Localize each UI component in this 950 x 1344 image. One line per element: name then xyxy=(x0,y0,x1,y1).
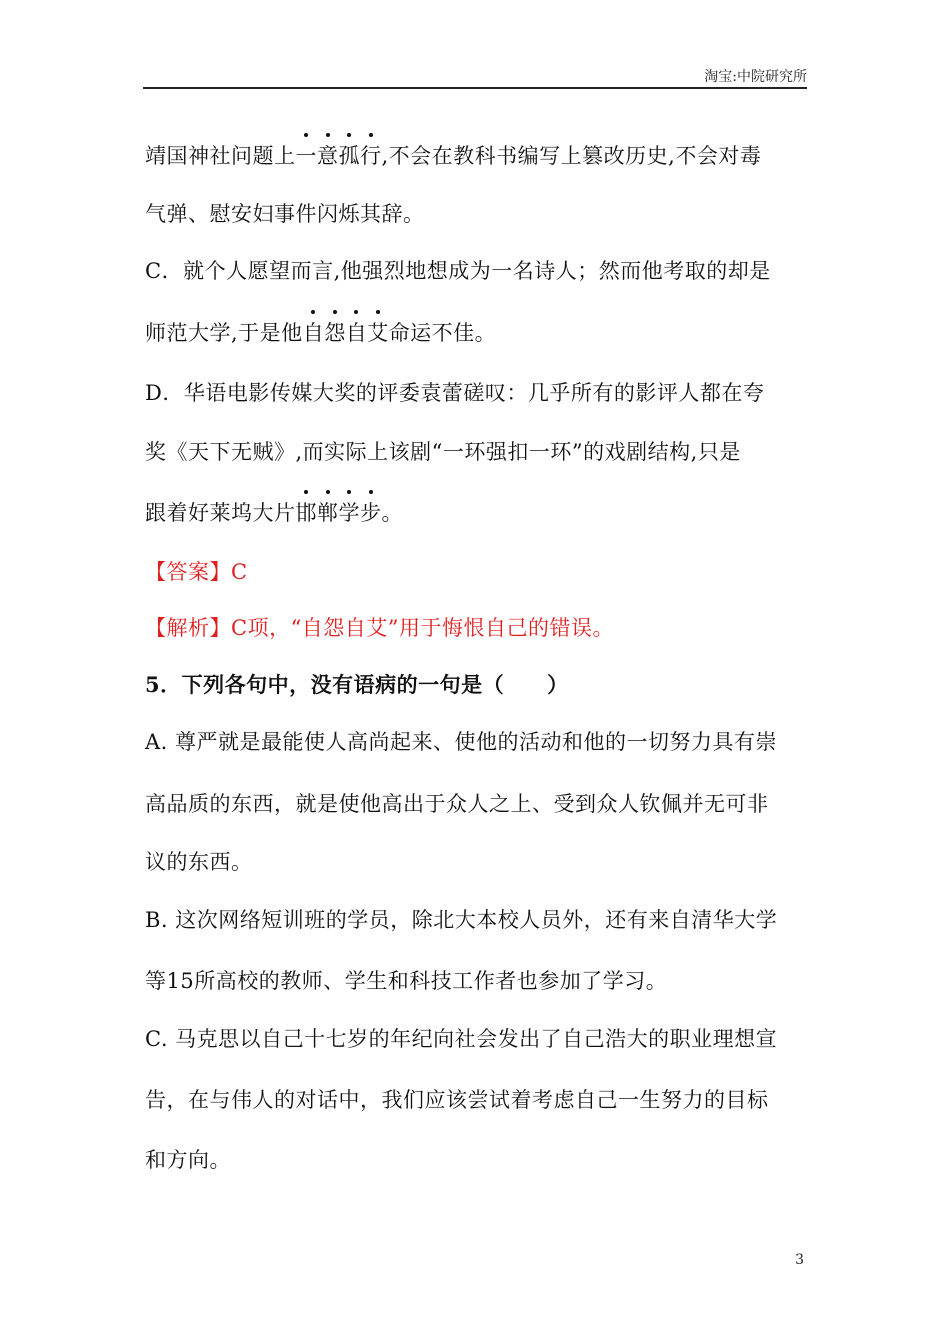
emphasis-char: 一 xyxy=(296,141,318,171)
header-divider xyxy=(143,87,807,89)
analysis-line: 【解析】C项，“自怨自艾”用于悔恨自己的错误。 xyxy=(145,616,615,640)
emphasis-char: 自 xyxy=(346,318,368,348)
option-b-line-2: 等15所高校的教师、学生和科技工作者也参加了学习。 xyxy=(145,969,668,993)
emphasis-char: 步 xyxy=(360,498,382,528)
emphasis-char: 邯 xyxy=(296,498,318,528)
text-line-1 xyxy=(145,141,761,171)
answer-line: 【答案】C xyxy=(145,560,248,584)
text-segment: ,不会在教科书编写上篡改历史,不会对毒 xyxy=(381,144,762,168)
emphasis-char: 孤 xyxy=(339,141,361,171)
option-a-line-1: A. 尊严就是最能使人高尚起来、使他的活动和他的一切努力具有崇 xyxy=(145,730,778,754)
question-5-title: 5．下列各句中，没有语病的一句是（ ） xyxy=(145,672,569,697)
page-number: 3 xyxy=(795,1252,804,1268)
emphasis-char: 学 xyxy=(339,498,361,528)
option-a-line-2: 高品质的东西，就是使他高出于众人之上、受到众人钦佩并无可非 xyxy=(145,792,769,816)
emphasis-char: 郸 xyxy=(317,498,339,528)
option-c-line-2: 告，在与伟人的对话中，我们应该尝试着考虑自己一生努力的目标 xyxy=(145,1088,769,1112)
option-d-line-3 xyxy=(145,498,403,528)
option-c-line-2 xyxy=(145,318,496,348)
option-a-line-3: 议的东西。 xyxy=(145,850,253,874)
option-c-line-1: C．就个人愿望而言,他强烈地想成为一名诗人；然而他考取的却是 xyxy=(145,259,771,283)
emphasis-char: 自 xyxy=(303,318,325,348)
text-segment: 靖国神社问题上 xyxy=(145,144,296,168)
text-segment: 师范大学,于是他 xyxy=(145,321,303,345)
text-segment: 命运不佳。 xyxy=(388,321,497,345)
option-b-line-1: B. 这次网络短训班的学员，除北大本校人员外，还有来自清华大学 xyxy=(145,908,778,932)
option-c-line-3: 和方向。 xyxy=(145,1148,231,1172)
option-d-line-2: 奖《天下无贼》,而实际上该剧“一环强扣一环”的戏剧结构,只是 xyxy=(145,440,741,464)
emphasis-char: 行 xyxy=(360,141,382,171)
text-segment: 。 xyxy=(381,501,403,525)
emphasis-char: 艾 xyxy=(367,318,389,348)
header-text: 淘宝:中院研究所 xyxy=(704,69,807,85)
emphasis-char: 意 xyxy=(317,141,339,171)
emphasis-char: 怨 xyxy=(324,318,346,348)
text-segment: 跟着好莱坞大片 xyxy=(145,501,296,525)
option-d-line-1: D．华语电影传媒大奖的评委袁蕾磋叹：几乎所有的影评人都在夸 xyxy=(145,381,765,405)
text-line-2: 气弹、慰安妇事件闪烁其辞。 xyxy=(145,202,425,226)
option-c-line-1: C. 马克思以自己十七岁的年纪向社会发出了自己浩大的职业理想宣 xyxy=(145,1027,778,1051)
